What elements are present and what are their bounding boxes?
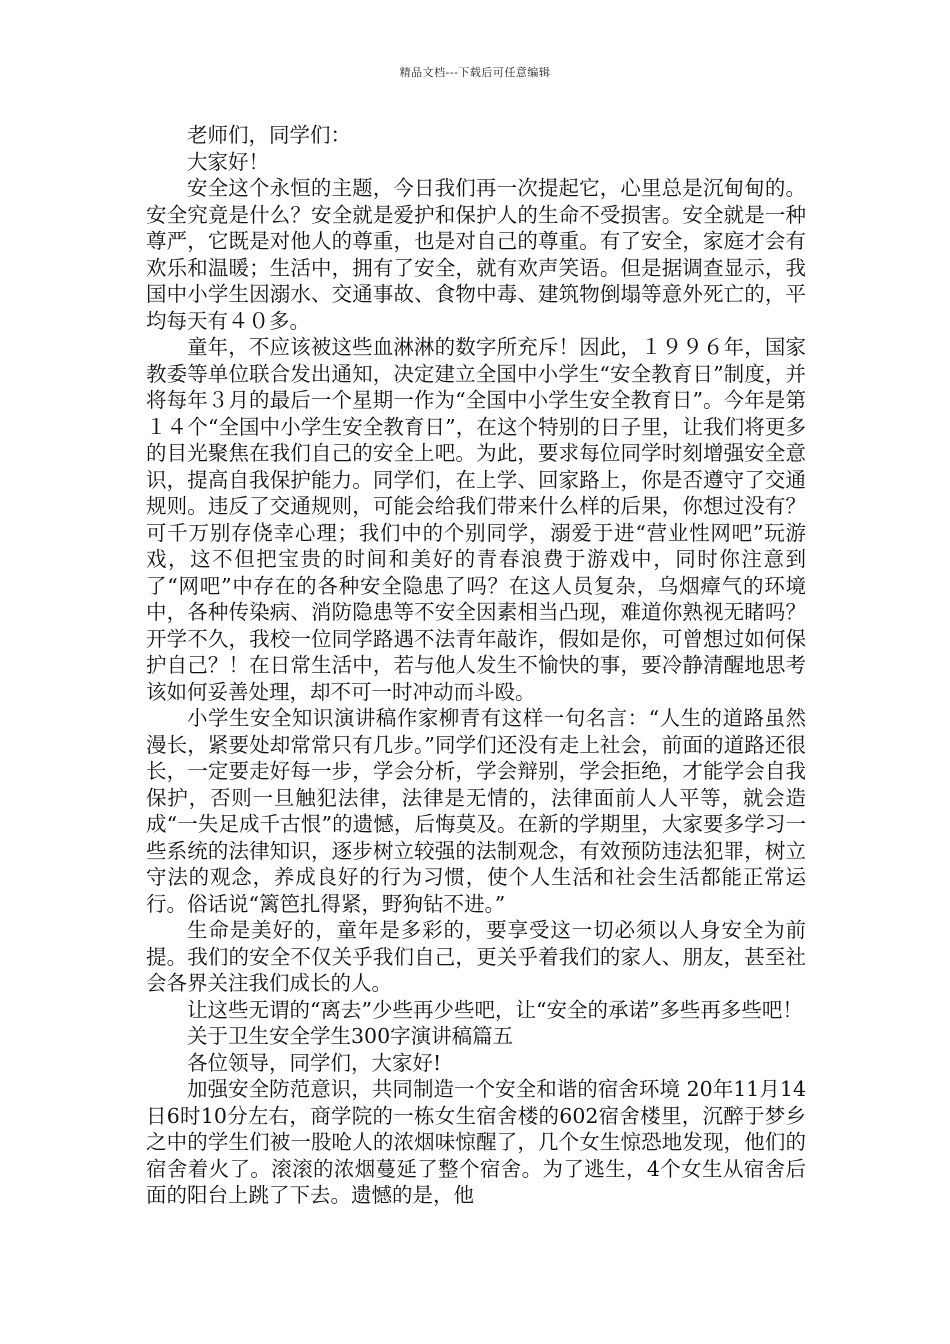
paragraph-safety-day: 童年，不应该被这些血淋淋的数字所充斥！因此，１９９６年，国家教委等单位联合发出通知，决定建立全国中小学生“安全教育日”制度，并将每年３月的最后一个星期一作为“全国中小学生安全教育日”。今年是第１４个“全国中小学生安全教育日”，在这个特别的日子里，让我们将更多的目光聚焦在我们自己的安全上吧。为此，要求每位同学时刻增强安全意识，提高自我保护能力。同学们，在上学、回家路上，你是否遵守了交通规则。违反了交通规则，可能会给我们带来什么样的后果，你想过没有？可千万别存侥幸心理；我们中的个别同学，溺爱于进“营业性网吧”玩游戏，这不但把宝贵的时间和美好的青春浪费于游戏中，同时你注意到了“网吧”中存在的各种安全隐患了吗？在这人员复杂，乌烟瘴气的环境中，各种传染病、消防隐患等不安全因素相当凸现，难道你熟视无睹吗？开学不久，我校一位同学路遇不法青年敲诈，假如是你，可曾想过如何保护自己？！在日常生活中，若与他人发生不愉快的事，要冷静清醒地思考该如何妥善处理，却不可一时冲动而斗殴。 xyxy=(146,335,806,704)
paragraph-life: 生命是美好的，童年是多彩的，要享受这一切必须以人身安全为前提。我们的安全不仅关乎我们自己，更关乎着我们的家人、朋友，甚至社会各界关注我们成长的人。 xyxy=(146,918,806,995)
document-body xyxy=(146,122,806,1209)
paragraph-greeting: 老师们，同学们： xyxy=(187,123,351,147)
paragraph-dorm-fire: 加强安全防范意识，共同制造一个安全和谐的宿舍环境 20年11月14日6时10分左右，商学院的一栋女生宿舍楼的602宿舍楼里，沉醉于梦乡之中的学生们被一股呛人的浓烟味惊醒了，几个女生惊恐地发现，他们的宿舍着火了。滚滚的浓烟蔓延了整个宿舍。为了逃生，4个女生从宿舍后面的阳台上跳了下去。遗憾的是，他 xyxy=(146,1077,806,1207)
section-heading: 关于卫生安全学生300字演讲稿篇五 xyxy=(187,1024,514,1048)
paragraph-hello: 大家好！ xyxy=(187,149,269,174)
paragraph-safety-theme: 安全这个永恒的主题，今日我们再一次提起它，心里总是沉甸甸的。安全究竟是什么？安全就是爱护和保护人的生命不受损害。安全就是一种尊严，它既是对他人的尊重，也是对自己的尊重。有了安全，家庭才会有欢乐和温暖；生活中，拥有了安全，就有欢声笑语。但是据调查显示，我国中小学生因溺水、交通事故、食物中毒、建筑物倒塌等意外死亡的，平均每天有４０多。 xyxy=(146,176,806,333)
page-header: 精品文档---下载后可任意编辑 xyxy=(399,66,551,79)
paragraph-salutation: 各位领导，同学们，大家好! xyxy=(187,1050,442,1075)
paragraph-promise: 让这些无谓的“离去”少些再少些吧，让“安全的承诺”多些再多些吧！ xyxy=(187,997,803,1022)
paragraph-quote: 小学生安全知识演讲稿作家柳青有这样一句名言：“人生的道路虽然漫长，紧要处却常常只有几步。”同学们还没有走上社会，前面的道路还很长，一定要走好每一步，学会分析，学会辩别，学会拒绝，才能学会自我保护，否则一旦触犯法律，法律是无情的，法律面前人人平等，就会造成“一失足成千古恨”的遗憾，后悔莫及。在新的学期里，大家要多学习一些系统的法律知识，逐步树立较强的法制观念，有效预防违法犯罪，树立守法的观念，养成良好的行为习惯，使个人生活和社会生活都能正常运行。俗话说“篱笆扎得紧，野狗钻不进。” xyxy=(146,706,806,916)
